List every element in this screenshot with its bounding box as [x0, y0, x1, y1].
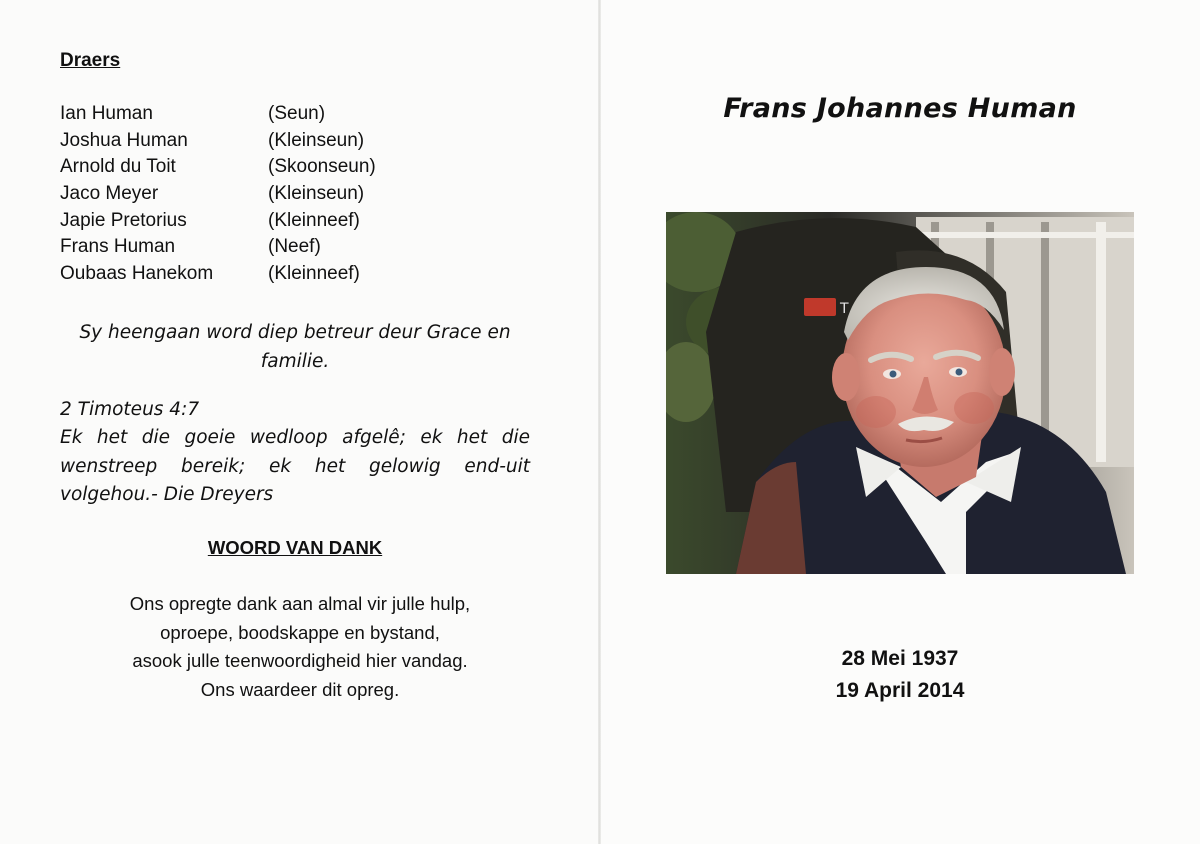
thanks-line: Ons opregte dank aan almal vir julle hulp, [129, 593, 471, 614]
bearer-relation: (Kleinseun) [268, 183, 365, 205]
pallbearers-heading: Draers [60, 50, 121, 71]
thanks-line: asook julle teenwoordigheid hier vandag. [132, 650, 468, 671]
list-item [60, 154, 460, 181]
list-item [60, 208, 460, 235]
svg-text:T: T [840, 301, 849, 317]
thanks-heading: WOORD VAN DANK [207, 537, 383, 558]
fold-line [598, 0, 601, 844]
verse-line: volgehou.- Die Dreyers [60, 484, 274, 505]
verse-line: Ek het die goeie wedloop afgelê; ek het die [60, 427, 530, 448]
list-item [60, 261, 460, 288]
verse-line: wenstreep bereik; ek het gelowig end-uit [60, 455, 530, 477]
list-item [60, 234, 460, 261]
birth-date: 28 Mei 1937 [841, 647, 959, 670]
list-item [60, 181, 460, 208]
thanks-line: Ons waardeer dit opreg. [200, 678, 400, 700]
bearer-relation: (Kleinneef) [268, 263, 360, 285]
bearer-relation: (Kleinseun) [268, 129, 365, 151]
bearer-relation: (Neef) [268, 236, 321, 258]
bearer-name: Oubaas Hanekom [60, 263, 214, 285]
bearer-name: Frans Human [60, 236, 176, 258]
portrait-photo [666, 212, 1134, 574]
thanks-message [60, 590, 540, 704]
life-dates [600, 643, 1200, 707]
deceased-name: Frans Johannes Human [723, 93, 1077, 124]
verse-reference: 2 Timoteus 4:7 [60, 399, 200, 420]
bearer-relation: (Kleinneef) [268, 209, 360, 231]
bearer-name: Joshua Human [60, 129, 188, 151]
list-item [60, 101, 460, 128]
death-date: 19 April 2014 [835, 679, 965, 702]
pallbearers-list [60, 101, 460, 288]
bearer-name: Ian Human [60, 103, 153, 124]
bearer-name: Jaco Meyer [60, 183, 159, 205]
bearer-relation: (Skoonseun) [268, 156, 376, 178]
bearer-name: Japie Pretorius [60, 209, 187, 231]
verse-text [60, 424, 530, 510]
mourning-line: Sy heengaan word diep betreur deur Grace en [79, 322, 511, 343]
thanks-line: oproepe, boodskappe en bystand, [160, 621, 440, 643]
list-item [60, 128, 460, 155]
bearer-relation: (Seun) [268, 103, 326, 124]
bearer-name: Arnold du Toit [60, 156, 176, 178]
mourning-line: familie. [260, 351, 330, 372]
mourning-message [60, 318, 530, 376]
